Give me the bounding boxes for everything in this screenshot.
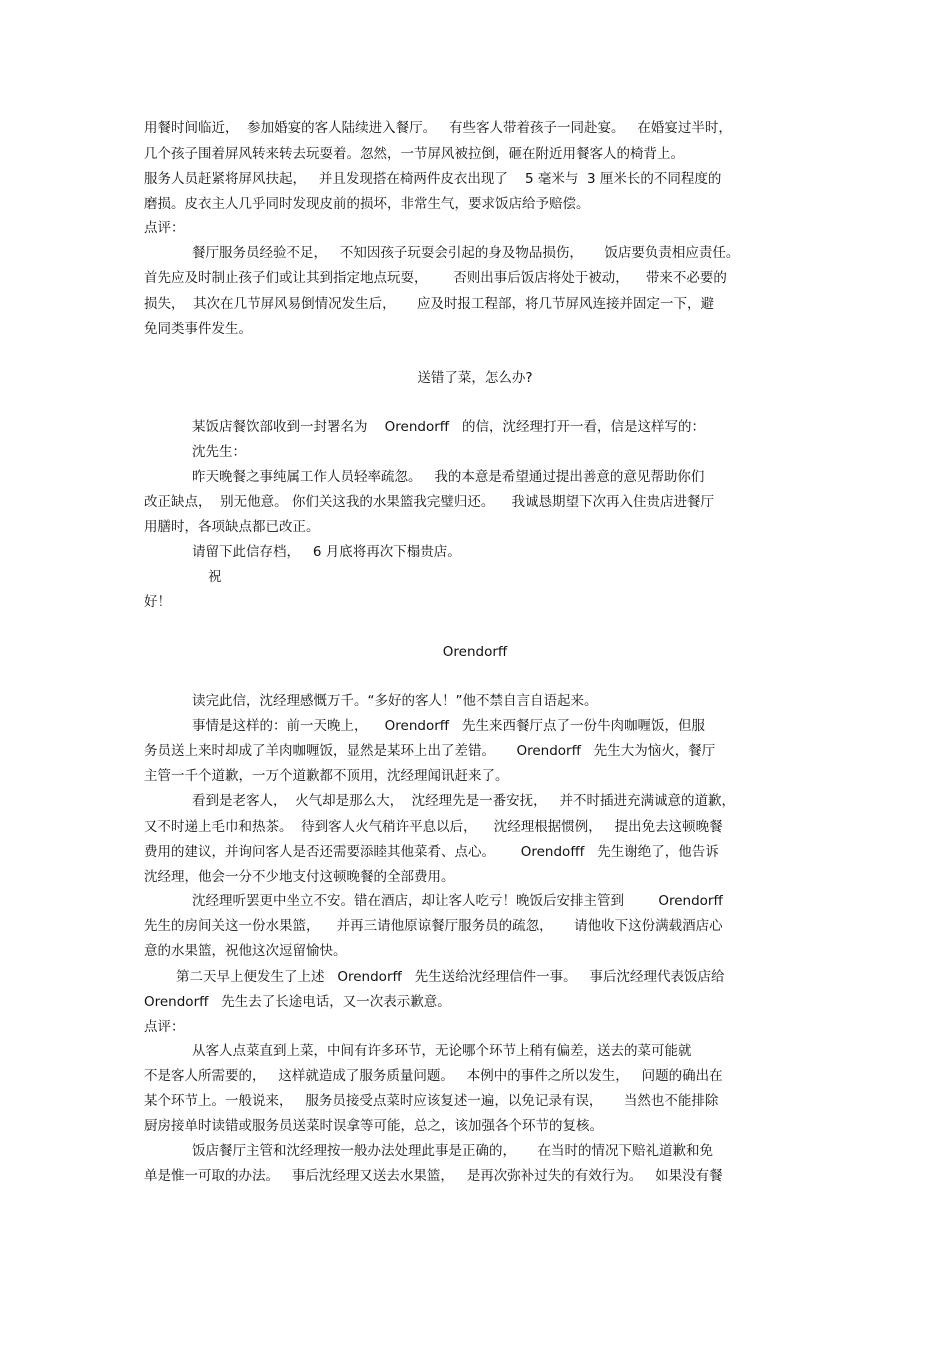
- story-line: 第二天早上便发生了上述 Orendorff 先生送给沈经理信件一事。 事后沈经理代表饭店给: [176, 969, 725, 985]
- letter-closing: 好！: [144, 594, 171, 610]
- story-line: 看到是老客人， 火气却是那么大， 沈经理先是一番安抚， 并不时插进充满诚意的道歉，: [192, 793, 736, 809]
- story-line: 费用的建议，并询问客人是否还需要添睦其他菜肴、点心。 Orendofff 先生谢绝了，他告诉: [144, 844, 719, 860]
- story-line: 沈经理，他会一分不少地支付这顿晚餐的全部费用。: [144, 869, 455, 885]
- review-line: 首先应及时制止孩子们或让其到指定地点玩耍， 否则出事后饭店将处于被动， 带来不必要的: [144, 270, 727, 286]
- review-line: 某个环节上。一般说来， 服务员接受点菜时应该复述一遍，以免记录有误， 当然也不能排除: [144, 1093, 719, 1109]
- review-label: 点评：: [144, 1019, 185, 1035]
- story-line: 沈经理听罢更中坐立不安。错在酒店，却让客人吃亏！晚饭后安排主管到 Orendorff: [192, 893, 723, 909]
- story-line: 主管一千个道歉，一万个道歉都不顶用，沈经理闻讯赶来了。: [144, 768, 509, 784]
- review-line: 不是客人所需要的， 这样就造成了服务质量问题。 本例中的事件之所以发生， 问题的确出在: [144, 1068, 723, 1084]
- letter-signature: Orendorff: [442, 644, 508, 660]
- story-line: 读完此信，沈经理感慨万千。“多好的客人！”他不禁自言自语起来。: [192, 693, 598, 709]
- paragraph-line: 磨损。皮衣主人几乎同时发现皮前的损坏，非常生气，要求饭店给予赔偿。: [144, 196, 590, 212]
- letter-line: 用膳时，各项缺点都已改正。: [144, 519, 320, 535]
- story-line: 又不时递上毛巾和热茶。 待到客人火气稍许平息以后， 沈经理根据惯例， 提出免去这顿晚餐: [144, 819, 723, 835]
- section-title: 送错了菜，怎么办?: [417, 370, 533, 386]
- story-line: 事情是这样的：前一天晚上， Orendorff 先生来西餐厅点了一份牛肉咖喱饭，但服: [192, 718, 705, 734]
- letter-salutation: 沈先生：: [192, 444, 246, 460]
- review-line: 饭店餐厅主管和沈经理按一般办法处理此事是正确的， 在当时的情况下赔礼道歉和免: [192, 1143, 713, 1159]
- story-line: 意的水果篮，祝他这次逗留愉快。: [144, 943, 347, 959]
- review-line: 从客人点菜直到上菜，中间有许多环节，无论哪个环节上稍有偏差，送去的菜可能就: [192, 1043, 692, 1059]
- story-line: 务员送上来时却成了羊肉咖喱饭，显然是某环上出了差错。 Orendorff 先生大为恼火，餐厅: [144, 743, 716, 759]
- paragraph-line: 用餐时间临近， 参加婚宴的客人陆续进入餐厅。 有些客人带着孩子一同赴宴。 在婚宴过半时，: [144, 120, 732, 136]
- review-line: 损失， 其次在几节屏风易倒情况发生后， 应及时报工程部，将几节屏风连接并固定一下，避: [144, 296, 715, 312]
- review-line: 厨房接单时读错或服务员送菜时误拿等可能，总之，该加强各个环节的复核。: [144, 1118, 603, 1134]
- letter-line: 请留下此信存档， 6 月底将再次下榻贵店。: [192, 544, 461, 560]
- letter-line: 改正缺点， 别无他意。 你们关这我的水果篮我完璧归还。 我诚恳期望下次再入住贵店进餐厅: [144, 494, 715, 510]
- letter-intro: 某饭店餐饮部收到一封署名为 Orendorff 的信，沈经理打开一看，信是这样写的：: [192, 419, 705, 435]
- paragraph-line: 几个孩子围着屏风转来转去玩耍着。忽然，一节屏风被拉倒，砸在附近用餐客人的椅背上。: [144, 146, 684, 162]
- letter-line: 昨天晚餐之事纯属工作人员轻率疏忽。 我的本意是希望通过提出善意的意见帮助你们: [192, 469, 705, 485]
- review-line: 免同类事件发生。: [144, 321, 252, 337]
- story-line: 先生的房间关这一份水果篮， 并再三请他原谅餐厅服务员的疏忽， 请他收下这份满载酒店心: [144, 918, 723, 934]
- review-line: 餐厅服务员经验不足， 不知因孩子玩耍会引起的身及物品损伤， 饭店要负责相应责任。: [192, 245, 740, 261]
- review-label: 点评：: [144, 220, 185, 236]
- letter-closing: 祝: [208, 569, 222, 585]
- paragraph-line: 服务人员赶紧将屏风扶起， 并且发现搭在椅两件皮衣出现了 5 毫米与 3 厘米长的不同程度的: [144, 171, 722, 187]
- review-line: 单是惟一可取的办法。 事后沈经理又送去水果篮， 是再次弥补过失的有效行为。 如果没有餐: [144, 1168, 723, 1184]
- story-line: Orendorff 先生去了长途电话，又一次表示歉意。: [144, 994, 451, 1010]
